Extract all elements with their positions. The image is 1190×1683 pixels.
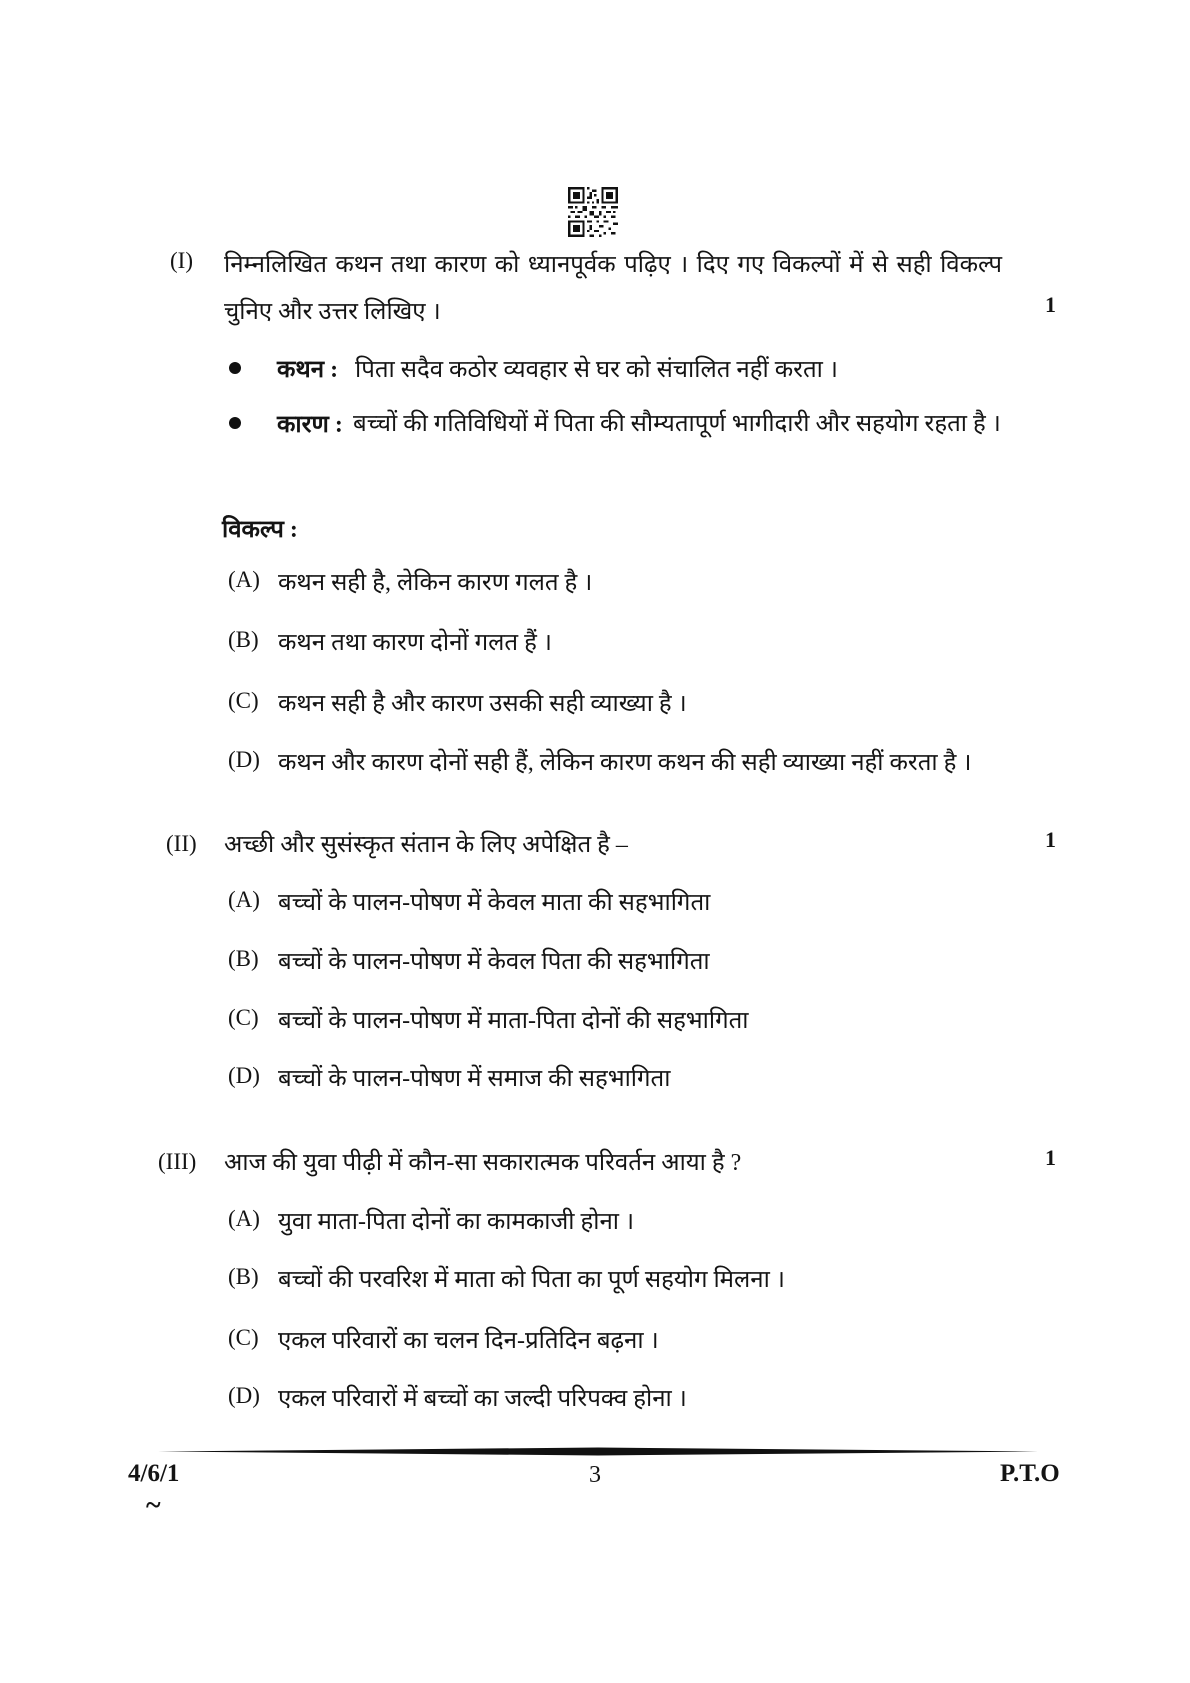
paper-code: 4/6/1	[128, 1460, 180, 1487]
option-text: कथन तथा कारण दोनों गलत हैं ।	[278, 630, 552, 656]
options-heading: विकल्प :	[222, 517, 298, 543]
option-label: (A)	[228, 1206, 260, 1231]
option-label: (C)	[228, 1325, 259, 1350]
footer-divider	[158, 1447, 1038, 1457]
bullet-icon	[229, 362, 241, 374]
option-label: (D)	[228, 1383, 260, 1408]
option-label: (D)	[228, 747, 260, 772]
page-number: 3	[589, 1462, 601, 1488]
option-label: (A)	[228, 567, 260, 592]
question-2-text: अच्छी और सुसंस्कृत संतान के लिए अपेक्षित है –	[224, 832, 628, 858]
option-label: (D)	[228, 1063, 260, 1088]
statement-text: पिता सदैव कठोर व्यवहार से घर को संचालित नहीं करता ।	[355, 357, 838, 383]
question-3-number: (III)	[158, 1149, 197, 1174]
option-label: (B)	[228, 1264, 259, 1289]
option-label: (A)	[228, 887, 260, 912]
question-3-text: आज की युवा पीढ़ी में कौन-सा सकारात्मक परिवर्तन आया है ?	[224, 1150, 742, 1176]
option-label: (C)	[228, 1005, 259, 1030]
reason-text: बच्चों की गतिविधियों में पिता की सौम्यतापूर्ण भागीदारी और सहयोग रहता है ।	[353, 411, 1001, 437]
question-2-number: (II)	[166, 831, 197, 856]
option-text: एकल परिवारों में बच्चों का जल्दी परिपक्व होना ।	[278, 1386, 687, 1412]
qr-code-icon	[568, 187, 618, 237]
reason-label: कारण :	[277, 412, 343, 438]
option-label: (C)	[228, 688, 259, 713]
tilde-mark: ~	[146, 1490, 161, 1521]
option-text: कथन सही है और कारण उसकी सही व्याख्या है ।	[278, 691, 687, 717]
bullet-icon	[229, 417, 241, 429]
question-1-number: (I)	[170, 248, 193, 273]
question-2-marks: 1	[1045, 827, 1056, 852]
option-text: बच्चों के पालन-पोषण में केवल पिता की सहभागिता	[278, 949, 710, 975]
option-text: युवा माता-पिता दोनों का कामकाजी होना ।	[278, 1209, 635, 1235]
option-label: (B)	[228, 946, 259, 971]
option-text: एकल परिवारों का चलन दिन-प्रतिदिन बढ़ना ।	[278, 1328, 659, 1354]
option-text: बच्चों की परवरिश में माता को पिता का पूर्ण सहयोग मिलना ।	[278, 1267, 785, 1293]
question-1-text: निम्नलिखित कथन तथा कारण को ध्यानपूर्वक पढ़िए । दिए गए विकल्पों में से सही विकल्प चुनिए और उत्तर लिखिए ।	[224, 252, 1002, 325]
option-text: बच्चों के पालन-पोषण में समाज की सहभागिता	[278, 1066, 671, 1092]
option-text: कथन सही है, लेकिन कारण गलत है ।	[278, 570, 593, 596]
statement-label: कथन :	[277, 357, 339, 383]
option-text: कथन और कारण दोनों सही हैं, लेकिन कारण कथन की सही व्याख्या नहीं करता है ।	[278, 750, 972, 776]
option-text: बच्चों के पालन-पोषण में केवल माता की सहभागिता	[278, 890, 711, 916]
option-text: बच्चों के पालन-पोषण में माता-पिता दोनों की सहभागिता	[278, 1008, 749, 1034]
question-3-marks: 1	[1045, 1145, 1056, 1170]
option-label: (B)	[228, 627, 259, 652]
pto-label: P.T.O	[1000, 1460, 1060, 1487]
question-1-marks: 1	[1045, 292, 1056, 317]
